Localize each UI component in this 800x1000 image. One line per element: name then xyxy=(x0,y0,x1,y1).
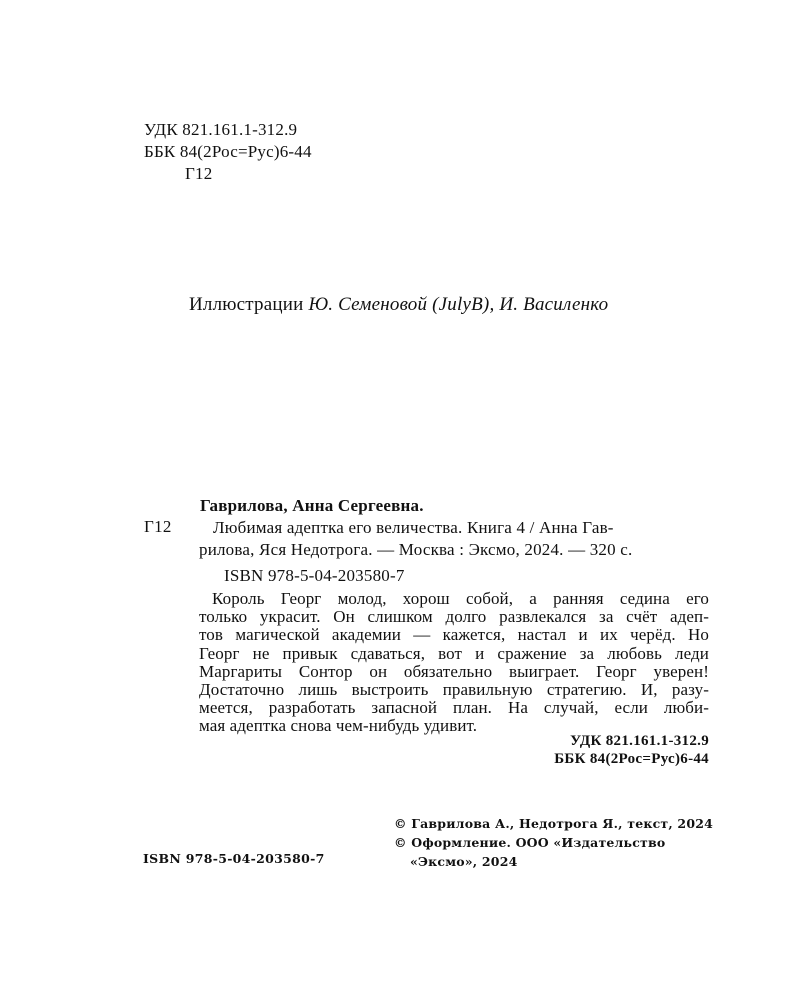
annotation-line: меется, разработать запасной план. На случай, если люби- xyxy=(199,698,709,718)
illustrations-artists: Ю. Семеновой (JulyB), И. Василенко xyxy=(308,294,609,315)
bbk-top: ББК 84(2Рос=Рус)6-44 xyxy=(144,142,312,161)
bbk-bottom: ББК 84(2Рос=Рус)6-44 xyxy=(554,751,709,767)
bib-line-1: Любимая адептка его величества. Книга 4 / Анна Гав- xyxy=(213,518,614,537)
bib-line-2: рилова, Яся Недотрога. — Москва : Эксмо, 2024. — 320 с. xyxy=(199,540,633,559)
annotation-line: Георг не привык сдаваться, вот и сражение за любовь леди xyxy=(199,643,709,663)
annotation xyxy=(199,590,709,736)
annotation-line: только украсит. Он слишком долго развлекался за счёт адеп- xyxy=(199,607,709,627)
annotation-line: Маргариты Сонтор он обязательно выиграет. Георг уверен! xyxy=(199,661,709,681)
author-heading: Гаврилова, Анна Сергеевна. xyxy=(200,496,424,515)
isbn-bottom: ISBN 978-5-04-203580-7 xyxy=(143,851,325,866)
classification-bottom xyxy=(480,732,709,768)
author-code-top: Г12 xyxy=(185,164,213,183)
annotation-line: Король Георг молод, хорош собой, а ранняя седина его xyxy=(212,589,709,608)
annotation-line: тов магической академии — кажется, настал и их черёд. Но xyxy=(199,625,709,645)
annotation-line: Достаточно лишь выстроить правильную стратегию. И, разу- xyxy=(199,680,709,700)
copyright-design: © Оформление. ООО «Издательство xyxy=(394,835,666,850)
udk-bottom: УДК 821.161.1-312.9 xyxy=(570,733,709,749)
copyright-text: © Гаврилова А., Недотрога Я., текст, 2024 xyxy=(394,816,714,831)
illustrations-label: Иллюстрации xyxy=(189,294,304,315)
copyright-design-cont: «Эксмо», 2024 xyxy=(410,854,518,869)
annotation-line: мая адептка снова чем-нибудь удивит. xyxy=(199,716,478,736)
illustrations-credit xyxy=(189,294,608,316)
author-code: Г12 xyxy=(144,517,172,536)
isbn-main: ISBN 978-5-04-203580-7 xyxy=(224,566,405,585)
copyright-block xyxy=(394,814,713,871)
udk-top: УДК 821.161.1-312.9 xyxy=(144,120,298,139)
